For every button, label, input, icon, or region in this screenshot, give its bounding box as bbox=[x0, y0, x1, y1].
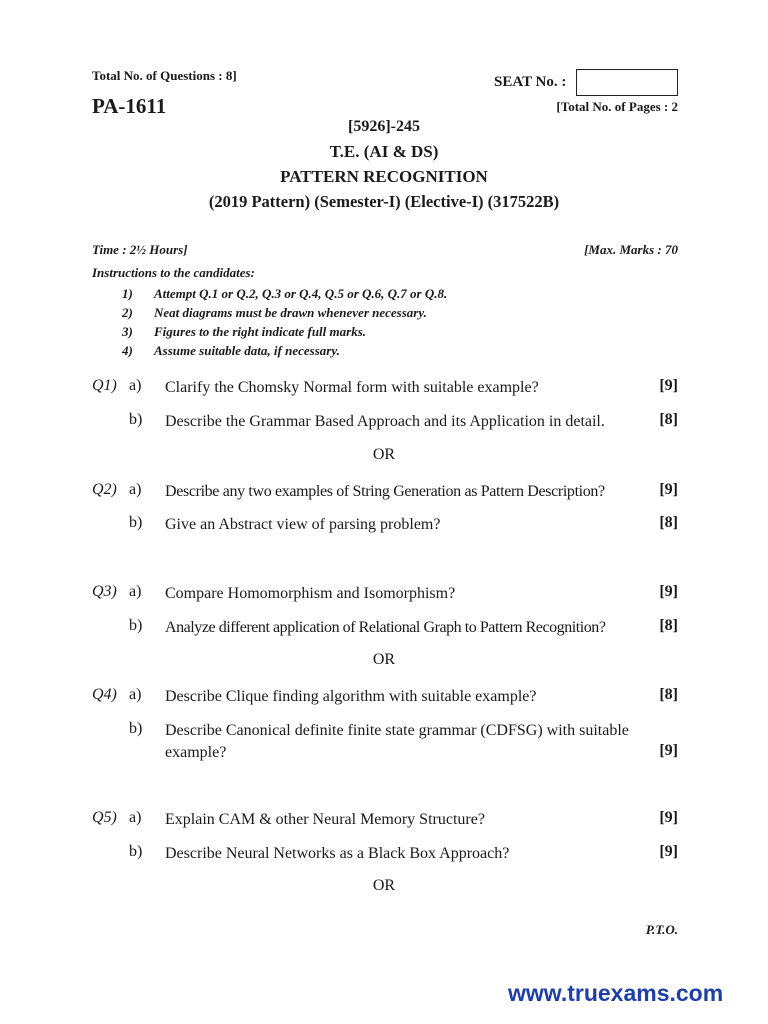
part-label: a) bbox=[129, 809, 142, 826]
part-label: a) bbox=[129, 583, 142, 600]
question-text: Describe the Grammar Based Approach and its Application in detail. bbox=[165, 413, 605, 430]
instructions-title: Instructions to the candidates: bbox=[92, 265, 255, 280]
question-text: Clarify the Chomsky Normal form with suitable example? bbox=[165, 379, 539, 396]
question-label-q5: Q5) bbox=[92, 809, 117, 826]
part-label: b) bbox=[129, 720, 143, 737]
marks: [9] bbox=[659, 742, 678, 759]
pattern-info: (2019 Pattern) (Semester-I) (Elective-I) (317522B) bbox=[208, 192, 560, 211]
part-label: b) bbox=[129, 617, 143, 634]
total-questions: Total No. of Questions : 8] bbox=[92, 68, 237, 83]
marks: [8] bbox=[659, 686, 678, 703]
question-text: Describe Neural Networks as a Black Box Approach? bbox=[165, 845, 510, 862]
or-separator: OR bbox=[372, 651, 396, 668]
question-text: Explain CAM & other Neural Memory Structure? bbox=[165, 811, 485, 828]
marks: [9] bbox=[659, 481, 678, 498]
question-text: Describe any two examples of String Generation as Pattern Description? bbox=[165, 483, 605, 500]
part-label: a) bbox=[129, 686, 142, 703]
question-label-q4: Q4) bbox=[92, 686, 117, 703]
part-label: b) bbox=[129, 843, 143, 860]
instruction-number: 4) bbox=[122, 343, 133, 358]
marks: [8] bbox=[659, 411, 678, 428]
question-label-q1: Q1) bbox=[92, 377, 117, 394]
instruction-text: Figures to the right indicate full marks. bbox=[154, 324, 367, 339]
instruction-number: 3) bbox=[122, 324, 133, 339]
part-label: b) bbox=[129, 411, 143, 428]
time-limit: Time : 2½ Hours] bbox=[92, 242, 188, 257]
instruction-item bbox=[122, 305, 427, 321]
instruction-item bbox=[122, 324, 366, 340]
question-text: Compare Homomorphism and Isomorphism? bbox=[165, 585, 456, 602]
instruction-text: Assume suitable data, if necessary. bbox=[154, 343, 340, 358]
marks: [9] bbox=[659, 843, 678, 860]
course-title: T.E. (AI & DS) bbox=[329, 142, 439, 161]
instruction-number: 1) bbox=[122, 286, 133, 301]
marks: [8] bbox=[659, 617, 678, 634]
question-text: Describe Clique finding algorithm with suitable example? bbox=[165, 688, 537, 705]
seat-number-box bbox=[576, 69, 678, 96]
question-text: Analyze different application of Relational Graph to Pattern Recognition? bbox=[165, 619, 606, 636]
marks: [9] bbox=[659, 377, 678, 394]
marks: [9] bbox=[659, 809, 678, 826]
max-marks: [Max. Marks : 70 bbox=[584, 242, 678, 257]
total-pages: [Total No. of Pages : 2 bbox=[556, 99, 678, 114]
subject-title: PATTERN RECOGNITION bbox=[280, 167, 488, 186]
or-separator: OR bbox=[372, 446, 396, 463]
instruction-text: Attempt Q.1 or Q.2, Q.3 or Q.4, Q.5 or Q.6, Q.7 or Q.8. bbox=[154, 286, 448, 301]
question-text: Give an Abstract view of parsing problem? bbox=[165, 516, 441, 533]
instruction-item bbox=[122, 343, 340, 359]
please-turn-over: P.T.O. bbox=[645, 922, 678, 937]
marks: [9] bbox=[659, 583, 678, 600]
question-text: Describe Canonical definite finite state grammar (CDFSG) with suitable example? bbox=[165, 722, 629, 761]
part-label: b) bbox=[129, 514, 143, 531]
instruction-text: Neat diagrams must be drawn whenever necessary. bbox=[154, 305, 427, 320]
paper-id: PA-1611 bbox=[92, 94, 167, 118]
part-label: a) bbox=[129, 377, 142, 394]
question-label-q3: Q3) bbox=[92, 583, 117, 600]
or-separator: OR bbox=[372, 877, 396, 894]
seat-number-label: SEAT No. : bbox=[494, 74, 567, 90]
part-label: a) bbox=[129, 481, 142, 498]
instruction-item bbox=[122, 286, 447, 302]
paper-code: [5926]-245 bbox=[348, 118, 420, 135]
instruction-number: 2) bbox=[122, 305, 133, 320]
marks: [8] bbox=[659, 514, 678, 531]
question-label-q2: Q2) bbox=[92, 481, 117, 498]
watermark-link[interactable]: www.truexams.com bbox=[508, 980, 724, 1006]
